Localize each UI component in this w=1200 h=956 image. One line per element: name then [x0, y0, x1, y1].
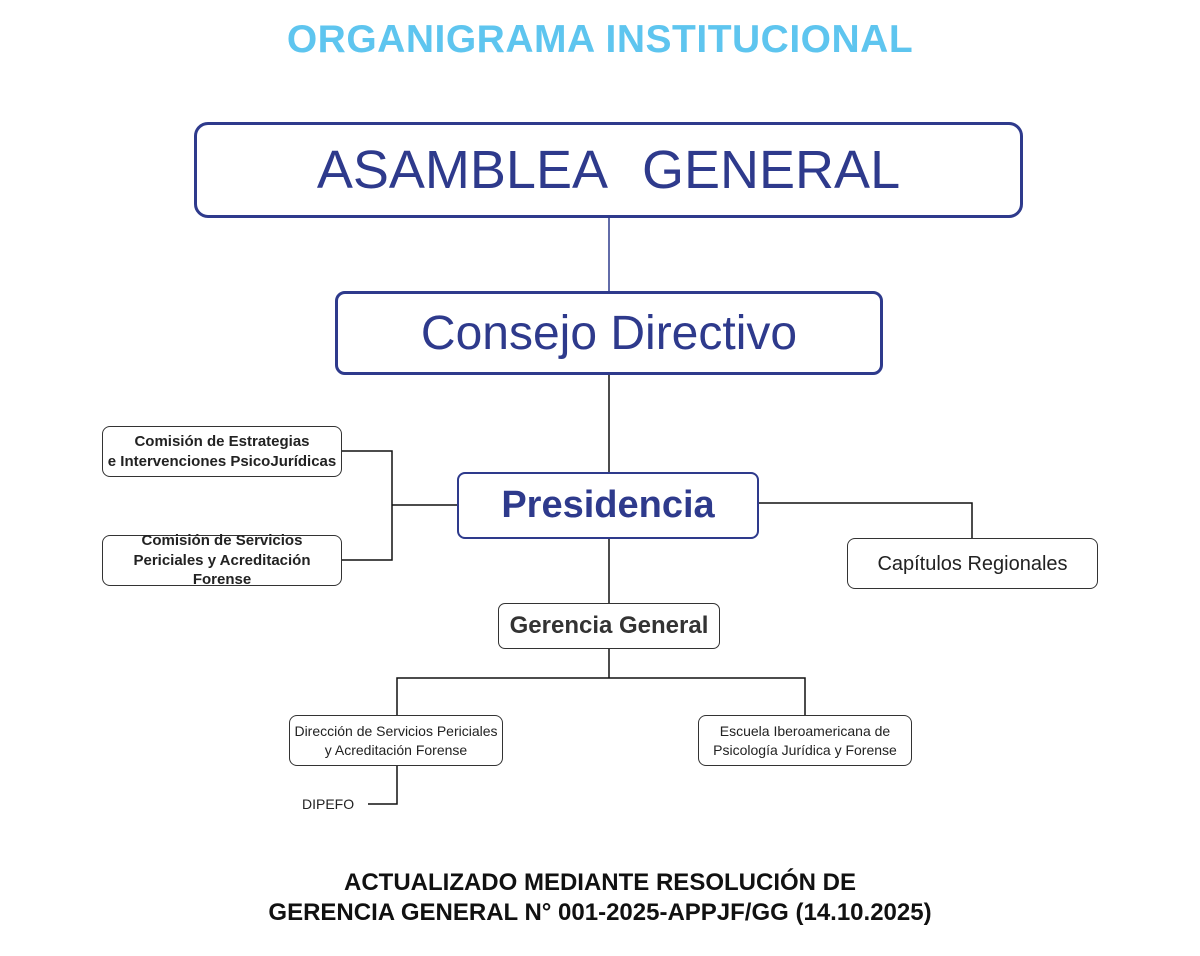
connector-comision-estrategias — [342, 451, 392, 560]
node-gerencia-general — [498, 603, 720, 649]
node-comision-estrategias-line-1: Comisión de Estrategias — [134, 433, 310, 450]
node-consejo-label: Consejo Directivo — [420, 306, 798, 360]
node-escuela-line-2: Psicología Jurídica y Forense — [713, 741, 897, 758]
node-escuela-iberoamericana — [698, 715, 912, 766]
connector-direccion-dipefo — [368, 766, 397, 804]
node-direccion-servicios — [289, 715, 503, 766]
node-asamblea-general — [194, 122, 1023, 218]
node-escuela-line-1: Escuela Iberoamericana de — [719, 723, 891, 740]
page-title: ORGANIGRAMA INSTITUCIONAL — [286, 18, 914, 61]
node-direccion-line-1: Dirección de Servicios Periciales — [294, 723, 498, 740]
node-comision-servicios-line-2: Periciales y Acreditación Forense — [133, 551, 311, 589]
node-comision-servicios — [102, 532, 342, 589]
node-comision-estrategias — [102, 426, 342, 477]
node-comision-servicios-line-1: Comisión de Servicios — [141, 532, 303, 550]
connector-presidencia-capitulos — [759, 503, 972, 538]
node-comision-estrategias-line-2: e Intervenciones PsicoJurídicas — [107, 452, 337, 470]
node-consejo-directivo — [335, 291, 883, 375]
footer-line-2: GERENCIA GENERAL N° 001-2025-APPJF/GG (14.10.2025) — [268, 899, 932, 926]
footer-note — [0, 868, 1200, 928]
node-asamblea-label: ASAMBLEA GENERAL — [316, 140, 901, 200]
node-presidencia-label: Presidencia — [501, 484, 715, 526]
label-dipefo: DIPEFO — [302, 796, 355, 812]
footer-line-1: ACTUALIZADO MEDIANTE RESOLUCIÓN DE — [344, 869, 856, 896]
node-direccion-line-2: y Acreditación Forense — [324, 741, 468, 758]
node-gerencia-label: Gerencia General — [509, 612, 709, 639]
node-capitulos-label: Capítulos Regionales — [877, 552, 1068, 575]
node-capitulos-regionales — [847, 538, 1098, 589]
connector-gerencia-branches — [397, 678, 805, 715]
node-presidencia — [457, 472, 759, 539]
